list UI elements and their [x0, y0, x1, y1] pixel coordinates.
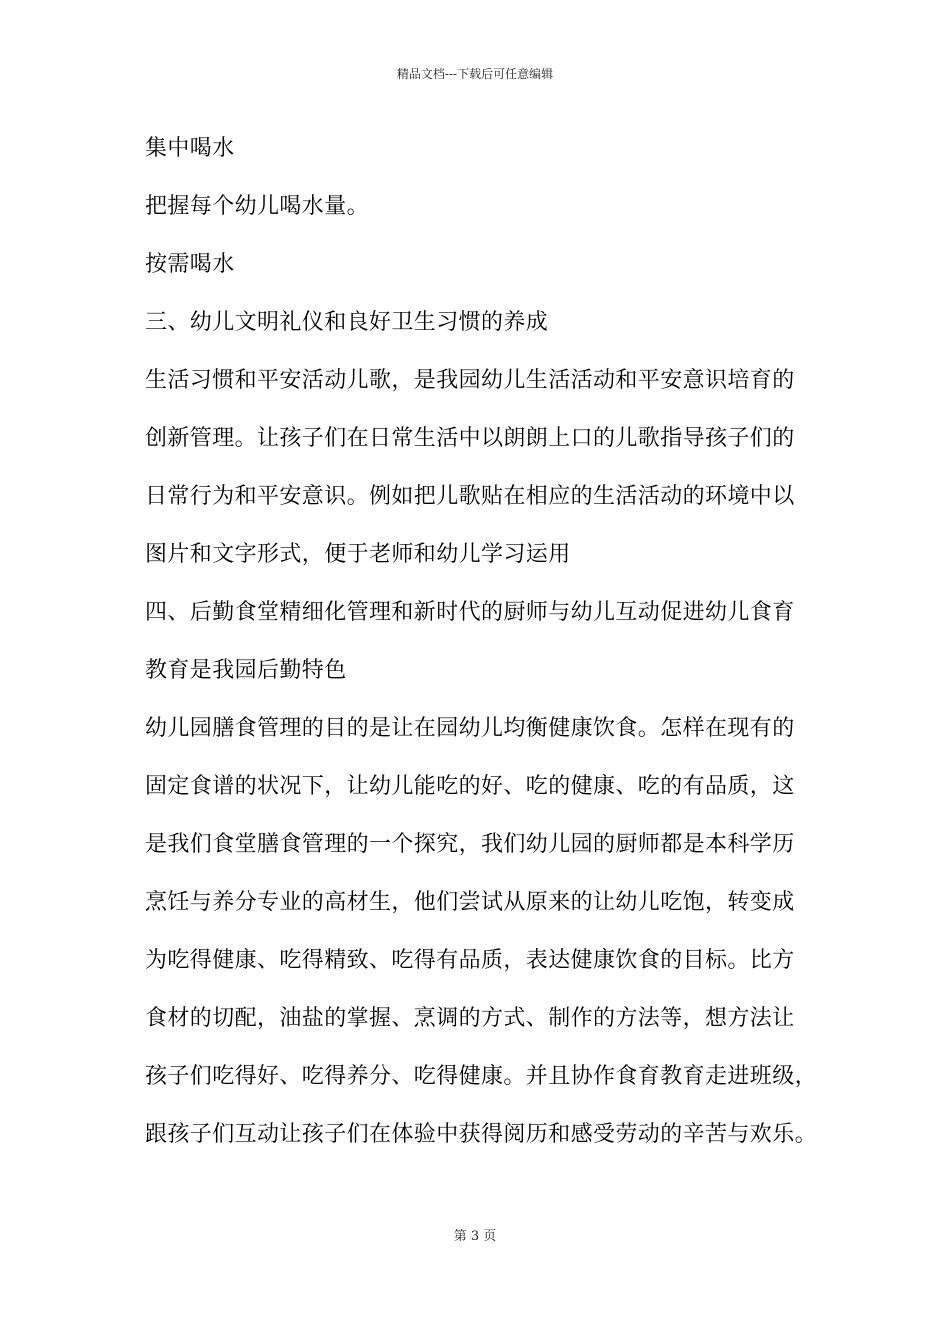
body-line-15: 为吃得健康、吃得精致、吃得有品质，表达健康饮食的目标。比方: [145, 948, 795, 973]
page-header: [0, 66, 950, 82]
body-line-8: 图片和文字形式，便于老师和幼儿学习运用: [145, 542, 571, 567]
body-line-10: 教育是我园后勤特色: [145, 658, 347, 683]
body-line-17: 孩子们吃得好、吃得养分、吃得健康。并且协作食育教育走进班级，: [145, 1064, 818, 1089]
body-line-12: 固定食谱的状况下，让幼儿能吃的好、吃的健康、吃的有品质，这: [145, 774, 795, 799]
body-line-5: 生活习惯和平安活动儿歌，是我园幼儿生活活动和平安意识培育的: [145, 368, 795, 393]
body-line-1: 集中喝水: [145, 136, 235, 161]
body-line-13: 是我们食堂膳食管理的一个探究，我们幼儿园的厨师都是本科学历: [145, 832, 795, 857]
header-text: 精品文档---下载后可任意编辑: [396, 67, 554, 81]
body-line-14: 烹饪与养分专业的高材生，他们尝试从原来的让幼儿吃饱，转变成: [145, 890, 795, 915]
page-number: 第 3 页: [453, 1229, 497, 1244]
body-line-7: 日常行为和平安意识。例如把儿歌贴在相应的生活活动的环境中以: [145, 484, 795, 509]
section-heading-4: 四、后勤食堂精细化管理和新时代的厨师与幼儿互动促进幼儿食育: [145, 600, 795, 625]
document-body: [145, 134, 825, 1178]
body-line-3: 按需喝水: [145, 252, 235, 277]
body-line-18: 跟孩子们互动让孩子们在体验中获得阅历和感受劳动的辛苦与欢乐。: [145, 1122, 818, 1147]
body-line-16: 食材的切配，油盐的掌握、烹调的方式、制作的方法等，想方法让: [145, 1006, 795, 1031]
body-line-6: 创新管理。让孩子们在日常生活中以朗朗上口的儿歌指导孩子们的: [145, 426, 795, 451]
body-line-2: 把握每个幼儿喝水量。: [145, 194, 370, 219]
body-line-11: 幼儿园膳食管理的目的是让在园幼儿均衡健康饮食。怎样在现有的: [145, 716, 795, 741]
page-footer: [0, 1228, 950, 1246]
section-heading-3: 三、幼儿文明礼仪和良好卫生习惯的养成: [145, 310, 549, 335]
